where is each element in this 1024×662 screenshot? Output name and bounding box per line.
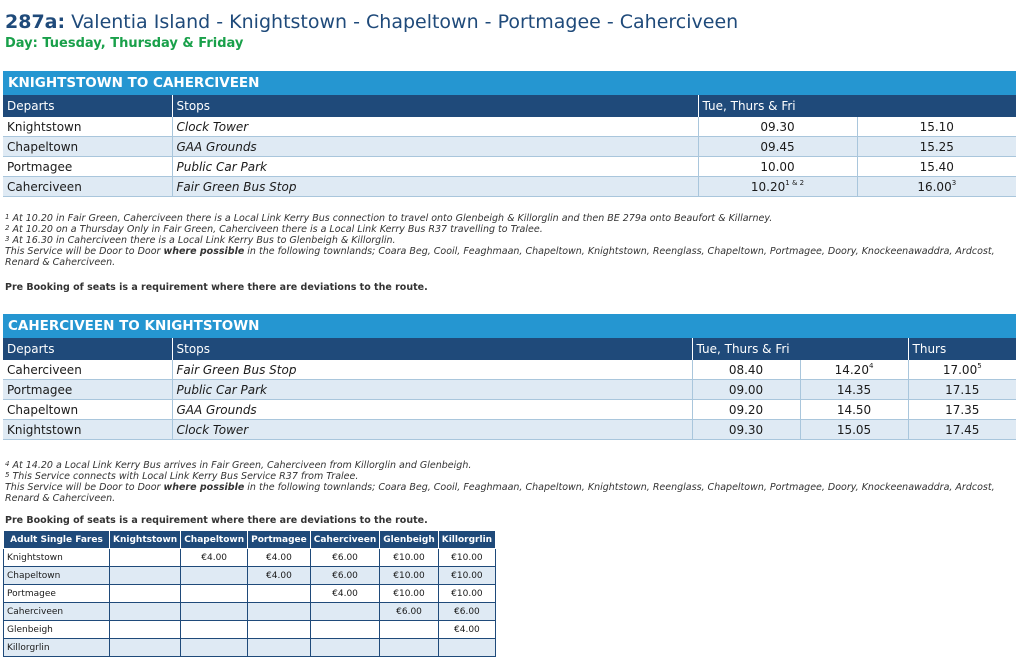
fare-cell	[110, 621, 181, 639]
fare-cell	[248, 585, 311, 603]
stop-cell: Clock Tower	[172, 117, 698, 137]
fare-cell: €4.00	[310, 585, 380, 603]
stop-cell: GAA Grounds	[172, 137, 698, 157]
fare-cell	[248, 621, 311, 639]
table-row	[4, 585, 496, 603]
fare-cell	[248, 639, 311, 657]
time-cell: 09.45	[698, 137, 857, 157]
footnote: $^1$ At 10.20 in Fair Green, Caherciveen there is a Local Link Kerry Bus connection to travel onto Glenbeigh & Killorglin and then BE 279a onto Beaufort & Killarney.	[5, 213, 773, 224]
table-row	[4, 639, 496, 657]
outbound-heading: KNIGHTSTOWN TO CAHERCIVEEN	[3, 71, 1016, 95]
stop-cell: GAA Grounds	[172, 400, 692, 420]
fare-cell	[248, 603, 311, 621]
time-cell: 15.05	[800, 420, 908, 440]
inbound-timetable	[3, 314, 1016, 440]
fare-column-header: Glenbeigh	[380, 531, 438, 549]
fare-cell	[110, 549, 181, 567]
fare-cell: €10.00	[438, 567, 495, 585]
fare-cell	[181, 621, 248, 639]
fare-cell: €10.00	[380, 567, 438, 585]
col-thurs: Thurs	[908, 338, 1016, 360]
table-row	[4, 549, 496, 567]
table-row	[3, 400, 1016, 420]
fare-row-label: Chapeltown	[4, 567, 110, 585]
col-days: Tue, Thurs & Fri	[698, 95, 1016, 117]
col-departs: Departs	[3, 95, 172, 117]
route-code: 287a:	[5, 11, 66, 33]
fare-cell: €6.00	[310, 549, 380, 567]
departs-cell: Chapeltown	[3, 400, 172, 420]
stop-cell: Public Car Park	[172, 380, 692, 400]
table-row	[4, 621, 496, 639]
footnote: $^5$ This Service connects with Local Link Kerry Bus Service R37 from Tralee.	[5, 471, 359, 482]
departs-cell: Knightstown	[3, 420, 172, 440]
outbound-timetable	[3, 71, 1016, 197]
inbound-heading: CAHERCIVEEN TO KNIGHTSTOWN	[3, 314, 1016, 338]
footnote: $^4$ At 14.20 a Local Link Kerry Bus arrives in Fair Green, Caherciveen from Killorglin and Glenbeigh.	[5, 460, 472, 471]
outbound-notes	[5, 213, 1010, 268]
time-cell: 09.20	[692, 400, 800, 420]
fare-column-header: Caherciveen	[310, 531, 380, 549]
table-row	[4, 603, 496, 621]
fare-row-label: Knightstown	[4, 549, 110, 567]
fare-column-header: Portmagee	[248, 531, 311, 549]
outbound-prebooking-note: Pre Booking of seats is a requirement where there are deviations to the route.	[5, 282, 428, 293]
time-cell: 09.30	[692, 420, 800, 440]
fare-cell	[380, 621, 438, 639]
departs-cell: Portmagee	[3, 157, 172, 177]
fare-cell	[380, 639, 438, 657]
table-row	[3, 420, 1016, 440]
fare-column-header: Adult Single Fares	[4, 531, 110, 549]
fare-cell	[310, 603, 380, 621]
table-row	[3, 157, 1016, 177]
time-cell: 17.15	[908, 380, 1016, 400]
route-name: Valentia Island - Knightstown - Chapeltown - Portmagee - Caherciveen	[65, 11, 739, 33]
table-row	[3, 380, 1016, 400]
table-row	[3, 137, 1016, 157]
time-cell: 17.45	[908, 420, 1016, 440]
fare-cell	[310, 621, 380, 639]
fare-cell	[181, 603, 248, 621]
time-cell: 09.00	[692, 380, 800, 400]
departs-cell: Caherciveen	[3, 360, 172, 380]
door-to-door-note: This Service will be Door to Door where possible in the following townlands; Coara Beg, Cooil, Feaghmaan, Chapeltown, Knightstown, Reenglass, Chapeltown, Portmagee, Doory, Knockeenawaddra, Ardcost, Renard & Caherciveen.	[5, 246, 995, 268]
fare-cell	[110, 603, 181, 621]
stop-cell: Clock Tower	[172, 420, 692, 440]
footnote: $^2$ At 10.20 on a Thursday Only in Fair Green, Caherciveen there is a Local Link Kerry Bus R37 travelling to Tralee.	[5, 224, 543, 235]
fare-cell	[110, 567, 181, 585]
fare-cell: €6.00	[438, 603, 495, 621]
departs-cell: Chapeltown	[3, 137, 172, 157]
table-row	[3, 360, 1016, 380]
fare-cell: €10.00	[380, 585, 438, 603]
stop-cell: Fair Green Bus Stop	[172, 177, 698, 197]
fare-cell	[181, 585, 248, 603]
inbound-prebooking-note: Pre Booking of seats is a requirement where there are deviations to the route.	[5, 515, 428, 526]
fare-cell: €6.00	[380, 603, 438, 621]
fare-cell: €4.00	[181, 549, 248, 567]
door-to-door-note: This Service will be Door to Door where possible in the following townlands; Coara Beg, Cooil, Feaghmaan, Chapeltown, Knightstown, Reenglass, Chapeltown, Portmagee, Doory, Knockeenawaddra, Ardcost, Renard & Caherciveen.	[5, 482, 995, 504]
col-stops: Stops	[172, 95, 698, 117]
fare-cell: €10.00	[438, 549, 495, 567]
time-cell: 15.10	[857, 117, 1016, 137]
table-row	[3, 177, 1016, 197]
fare-row-label: Caherciveen	[4, 603, 110, 621]
fare-cell: €6.00	[310, 567, 380, 585]
fare-row-label: Killorgrlin	[4, 639, 110, 657]
time-cell: 17.35	[908, 400, 1016, 420]
fare-cell: €4.00	[248, 567, 311, 585]
time-cell: 14.20$^4$	[800, 360, 908, 380]
stop-cell: Public Car Park	[172, 157, 698, 177]
fare-cell: €10.00	[380, 549, 438, 567]
time-cell: 15.40	[857, 157, 1016, 177]
fare-column-header: Killorgrlin	[438, 531, 495, 549]
fare-cell: €10.00	[438, 585, 495, 603]
page-title	[5, 11, 738, 33]
fare-cell	[110, 585, 181, 603]
fare-cell	[181, 639, 248, 657]
time-cell: 10.00	[698, 157, 857, 177]
time-cell: 17.00$^5$	[908, 360, 1016, 380]
time-cell: 16.00$^3$	[857, 177, 1016, 197]
col-departs: Departs	[3, 338, 172, 360]
fare-cell	[110, 639, 181, 657]
fare-cell: €4.00	[438, 621, 495, 639]
service-days: Day: Tuesday, Thursday & Friday	[5, 36, 244, 51]
time-cell: 08.40	[692, 360, 800, 380]
fare-cell	[310, 639, 380, 657]
departs-cell: Portmagee	[3, 380, 172, 400]
table-row	[3, 117, 1016, 137]
inbound-notes	[5, 460, 1010, 504]
fare-column-header: Chapeltown	[181, 531, 248, 549]
time-cell: 09.30	[698, 117, 857, 137]
col-days: Tue, Thurs & Fri	[692, 338, 908, 360]
fare-cell: €4.00	[248, 549, 311, 567]
time-cell: 14.50	[800, 400, 908, 420]
stop-cell: Fair Green Bus Stop	[172, 360, 692, 380]
departs-cell: Knightstown	[3, 117, 172, 137]
outbound-table	[3, 95, 1016, 197]
fares-table	[3, 530, 496, 657]
table-row	[4, 567, 496, 585]
fare-cell	[438, 639, 495, 657]
fare-row-label: Glenbeigh	[4, 621, 110, 639]
fare-row-label: Portmagee	[4, 585, 110, 603]
inbound-table	[3, 338, 1016, 440]
footnote: $^3$ At 16.30 in Caherciveen there is a Local Link Kerry Bus to Glenbeigh & Killorglin.	[5, 235, 396, 246]
departs-cell: Caherciveen	[3, 177, 172, 197]
fare-column-header: Knightstown	[110, 531, 181, 549]
col-stops: Stops	[172, 338, 692, 360]
time-cell: 15.25	[857, 137, 1016, 157]
fare-cell	[181, 567, 248, 585]
time-cell: $10.20^{1 \& 2}$	[698, 177, 857, 197]
time-cell: 14.35	[800, 380, 908, 400]
